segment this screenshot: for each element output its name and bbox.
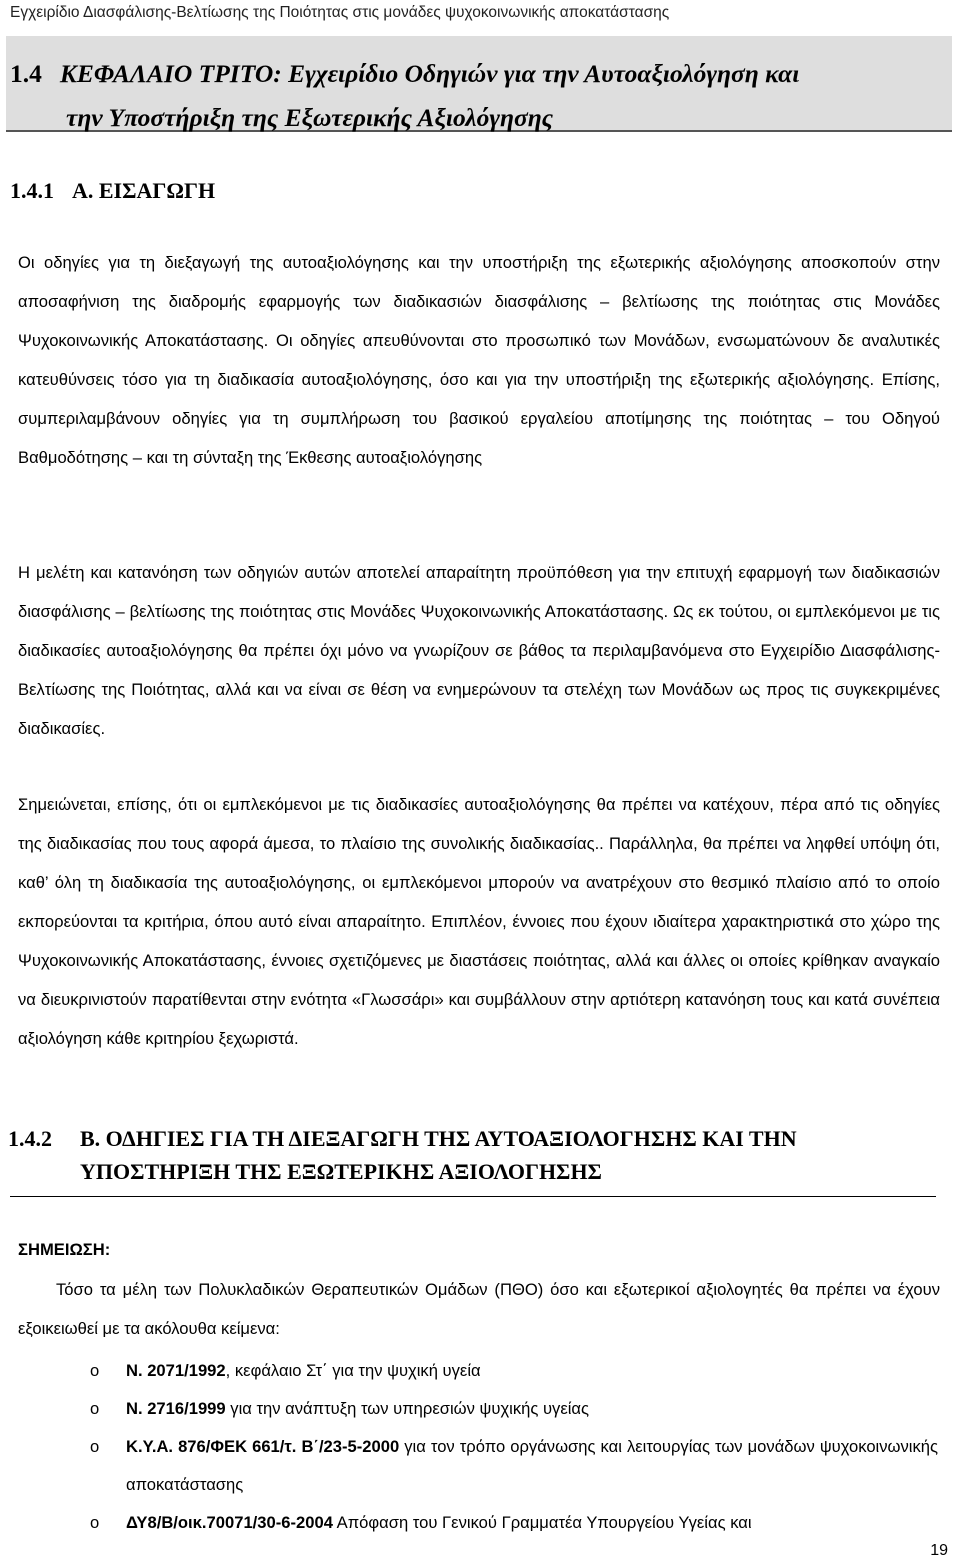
note-text: Τόσο τα μέλη των Πολυκλαδικών Θεραπευτικών Ομάδων (ΠΘΟ) όσο και εξωτερικοί αξιολογητές θα πρέπει να έχουν εξοικειωθεί με τα ακόλουθα κείμενα: <box>18 1280 940 1338</box>
paragraph-intro-2: Η μελέτη και κατανόηση των οδηγιών αυτών αποτελεί απαραίτητη προϋπόθεση για την επιτυχή εφαρμογή των διαδικασιών διασφάλισης – βελτίωσης της ποιότητας στις Μονάδες Ψυχοκοινωνικής Αποκατάστασης. Ως εκ τούτου, οι εμπλεκόμενοι με τις διαδικασίες αυτοαξιολόγησης θα πρέπει όχι μόνο να γνωρίζουν σε βάθος τα περιλαμβανόμενα στο Εγχειρίδιο Διασφάλισης- Βελτίωσης της Ποιότητας, αλλά και να είναι σε θέση να ενημερώνουν τα στελέχη των Μονάδων ως προς τις συγκεκριμένες διαδικασίες. <box>18 563 940 738</box>
section-a-title: Α. ΕΙΣΑΓΩΓΗ <box>72 178 216 203</box>
bullet-icon: o <box>90 1399 100 1418</box>
legislation-ref: Ν. 2071/1992 <box>126 1361 226 1380</box>
chapter-number: 1.4 <box>10 59 42 88</box>
section-b-heading <box>8 1122 938 1188</box>
section-b-number: 1.4.2 <box>8 1126 52 1151</box>
bullet-icon: o <box>90 1437 100 1456</box>
note-label: ΣΗΜΕΙΩΣΗ: <box>18 1240 111 1259</box>
section-b-title-line2: ΥΠΟΣΤΗΡΙΞΗ ΤΗΣ ΕΞΩΤΕΡΙΚΗΣ ΑΞΙΟΛΟΓΗΣΗΣ <box>80 1159 602 1184</box>
paragraph-intro-1: Οι οδηγίες για τη διεξαγωγή της αυτοαξιολόγησης και την υποστήριξη της εξωτερικής αξιολόγησης αποσκοπούν στην αποσαφήνιση της διαδρομής εφαρμογής των διαδικασιών διασφάλισης – βελτίωσης της ποιότητας στις Μονάδες Ψυχοκοινωνικής Αποκατάστασης. Οι οδηγίες απευθύνονται στο προσωπικό των Μονάδων, ενσωματώνουν δε αναλυτικές κατευθύνσεις τόσο για τη διαδικασία αυτοαξιολόγησης, όσο και για την υποστήριξη της εξωτερικής αξιολόγησης. Επίσης, συμπεριλαμβάνουν οδηγίες για τη συμπλήρωση του βασικού εργαλείου αποτίμησης της ποιότητας – του Οδηγού Βαθμοδότησης – και τη σύνταξη της Έκθεσης αυτοαξιολόγησης <box>18 253 940 467</box>
chapter-title <box>10 52 950 140</box>
legislation-desc: για την ανάπτυξη των υπηρεσιών ψυχικής υγείας <box>225 1399 590 1418</box>
legislation-desc: Απόφαση του Γενικού Γραμματέα Υπουργείου Υγείας και <box>332 1513 752 1532</box>
legislation-ref: Κ.Υ.Α. 876/ΦΕΚ 661/τ. Β΄/23-5-2000 <box>126 1437 400 1456</box>
list-item <box>90 1504 938 1542</box>
bullet-icon: o <box>90 1513 100 1532</box>
paragraph-intro-3: Σημειώνεται, επίσης, ότι οι εμπλεκόμενοι με τις διαδικασίες αυτοαξιολόγησης θα πρέπει να κατέχουν, πέρα από τις οδηγίες της διαδικασίας που τους αφορά άμεσα, το πλαίσιο της συνολικής διαδικασίας.. Παράλληλα, θα πρέπει να ληφθεί υπόψη ότι, καθ’ όλη τη διαδικασία της αυτοαξιολόγησης, οι εμπλεκόμενοι μπορούν να ανατρέχουν στο θεσμικό πλαίσιο από το οποίο εκπορεύονται τα κριτήρια, όπου αυτό είναι απαραίτητο. Επιπλέον, έννοιες που έχουν ιδιαίτερα χαρακτηριστικά στο χώρο της Ψυχοκοινωνικής Αποκατάστασης, έννοιες σχετιζόμενες με διαστάσεις ποιότητας, αλλά και άλλες οι οποίες κρίθηκαν αναγκαίο να διευκρινιστούν παρατίθενται στην ενότητα «Γλωσσάρι» και συμβάλλουν στην αρτιότερη κατανόηση τους και κατά συνέπεια αξιολόγηση κάθε κριτηρίου ξεχωριστά. <box>18 795 940 1048</box>
section-a-heading <box>10 178 215 204</box>
section-divider <box>10 1196 936 1197</box>
legislation-ref: ΔΥ8/Β/οικ.70071/30-6-2004 <box>126 1513 333 1532</box>
legislation-list <box>90 1352 938 1542</box>
chapter-title-line1: ΚΕΦΑΛΑΙΟ ΤΡΙΤΟ: Εγχειρίδιο Οδηγιών για την Αυτοαξιολόγηση και <box>59 59 800 88</box>
list-item <box>90 1428 938 1504</box>
page-number: 19 <box>930 1542 948 1559</box>
list-item <box>90 1352 938 1390</box>
section-a-number: 1.4.1 <box>10 178 54 203</box>
bullet-icon: o <box>90 1361 100 1380</box>
legislation-ref: Ν. 2716/1999 <box>126 1399 226 1418</box>
legislation-desc: για τον τρόπο οργάνωσης και λειτουργίας των μονάδων ψυχοκοινωνικής αποκατάστασης <box>126 1437 938 1494</box>
section-b-title-line1: Β. ΟΔΗΓΙΕΣ ΓΙΑ ΤΗ ΔΙΕΞΑΓΩΓΗ ΤΗΣ ΑΥΤΟΑΞΙΟΛΟΓΗΣΗΣ ΚΑΙ ΤΗΝ <box>80 1126 797 1151</box>
list-item <box>90 1390 938 1428</box>
chapter-title-line2: την Υποστήριξη της Εξωτερικής Αξιολόγησης <box>66 103 554 132</box>
running-header: Εγχειρίδιο Διασφάλισης-Βελτίωσης της Ποιότητας στις μονάδες ψυχοκοινωνικής αποκατάστασης <box>10 4 670 21</box>
legislation-desc: , κεφάλαιο Στ΄ για την ψυχική υγεία <box>225 1361 481 1380</box>
